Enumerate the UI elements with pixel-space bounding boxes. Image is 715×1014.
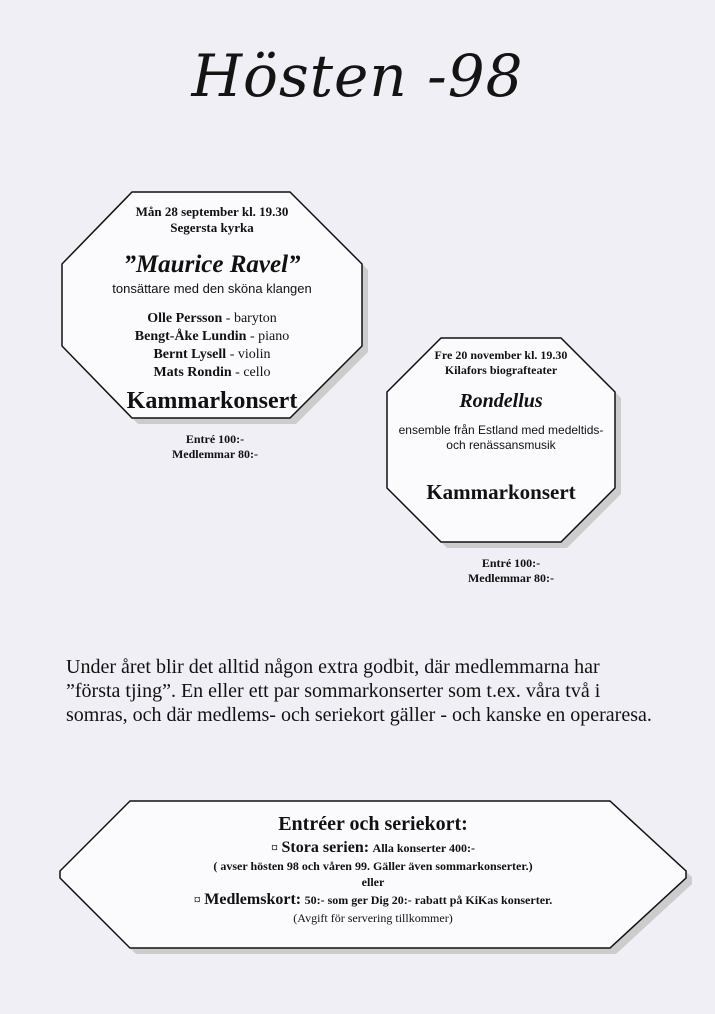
tickets-box (60, 801, 692, 954)
entry-price: Entré 100:- (481, 556, 541, 570)
footnote: (Avgift för servering tillkommer) (293, 911, 453, 925)
concert-date-time: Fre 20 november kl. 19.30 (434, 348, 568, 362)
stora-serien-note: ( avser hösten 98 och våren 99. Gäller även sommarkonserter.) (213, 859, 533, 873)
stora-serien-line: ¤ Stora serien: Alla konserter 400:- (271, 839, 475, 856)
concert-box-ravel (62, 192, 368, 424)
program-subtitle: tonsättare med den sköna klangen (112, 280, 312, 296)
bullet-icon: ¤ (271, 841, 279, 856)
concert-date-time: Mån 28 september kl. 19.30 (135, 204, 289, 219)
member-price: Medlemmar 80:- (467, 571, 555, 585)
bullet-icon: ¤ (193, 893, 201, 908)
performer: Mats Rondin - cello (153, 364, 271, 380)
program-title: Rondellus (459, 390, 543, 412)
program-description: ensemble från Estland med medeltids- och renässansmusik (398, 423, 604, 452)
program-title: ”Maurice Ravel” (123, 250, 301, 278)
performer: Olle Persson - baryton (147, 310, 277, 326)
performer: Bengt-Åke Lundin - piano (134, 328, 290, 344)
price-note-rondellus (441, 556, 581, 586)
page-title: Hösten -98 (191, 42, 524, 110)
performer-list (62, 310, 362, 382)
or-text: eller (361, 875, 385, 889)
concert-type: Kammarkonsert (126, 387, 298, 414)
price-note-ravel (135, 432, 295, 462)
info-paragraph: Under året blir det alltid någon extra godbit, där medlemmarna har ”första tjing”. En eller ett par sommarkonserter som t.ex. våra två i somras, och där medlems- och seriekort gäller - och kanske en operaresa. (66, 656, 652, 726)
entry-price: Entré 100:- (185, 432, 245, 446)
concert-type: Kammarkonsert (426, 480, 576, 504)
member-price: Medlemmar 80:- (171, 447, 259, 461)
concert-venue: Segersta kyrka (170, 220, 254, 236)
performer: Bernt Lysell - violin (153, 346, 271, 362)
medlemskort-line: ¤ Medlemskort: 50:- som ger Dig 20:- rabatt på KiKas konserter. (193, 891, 553, 908)
tickets-heading: Entréer och seriekort: (278, 813, 468, 835)
concert-box-rondellus (387, 338, 621, 554)
concert-venue: Kilafors biografteater (444, 363, 558, 377)
